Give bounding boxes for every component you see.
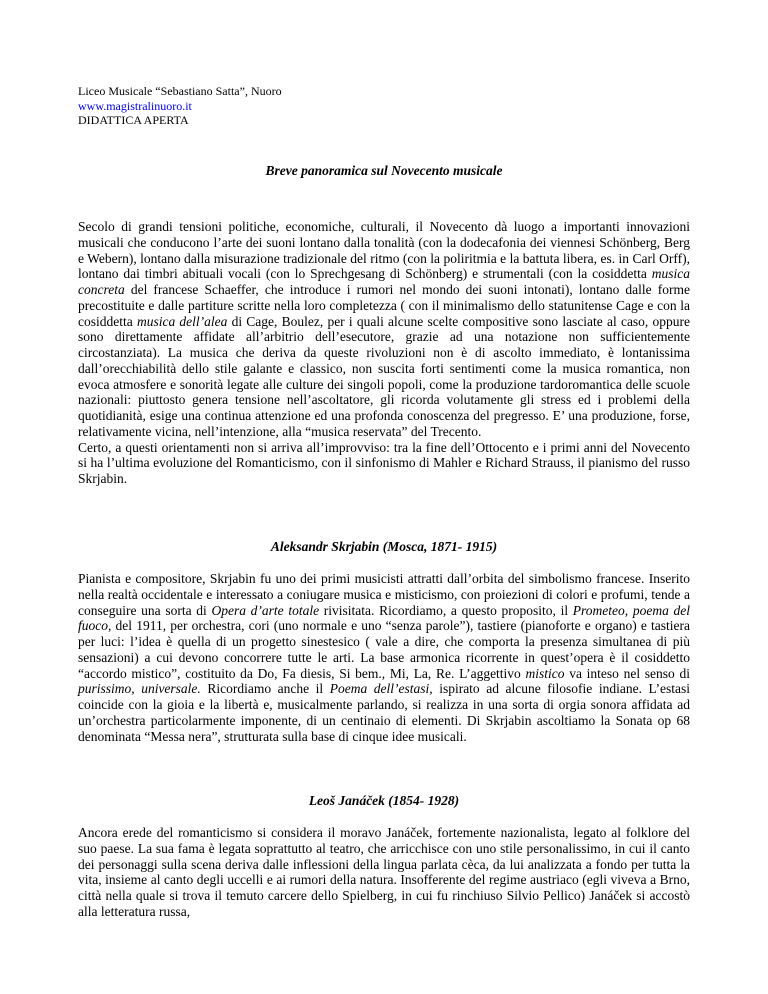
intro-paragraph-2: Certo, a questi orientamenti non si arriva all’improvviso: tra la fine dell’Ottocento e i primi anni del Novecento si ha l’ultima evoluzione del Romanticismo, con il sinfonismo di Mahler e Richard Strauss, il pianismo del russo Skrjabin.	[78, 439, 690, 486]
website-link[interactable]: www.magistralinuoro.it	[78, 98, 192, 113]
school-name: Liceo Musicale “Sebastiano Satta”, Nuoro	[78, 84, 282, 98]
document-header	[78, 84, 282, 128]
document-title: Breve panoramica sul Novecento musicale	[265, 163, 503, 178]
janacek-paragraph: Ancora erede del romanticismo si considera il moravo Janáček, fortemente nazionalista, legato al folklore del suo paese. La sua fama è legata soprattutto al teatro, che arricchisce con uno stile personalissimo, in cui il canto dei personaggi sulla scena deriva dalle inflessioni della lingua parlata cèca, da lui analizzata a fondo per tutta la vita, insieme al canto degli uccelli e ai rumori della natura. Insofferente del regime austriaco (egli viveva a Brno, città nella quale si trova il temuto carcere dello Spielberg, in cui fu rinchiuso Silvio Pellico) Janáček si accostò alla letteratura russa,	[78, 825, 690, 919]
section-heading-skrjabin: Aleksandr Skrjabin (Mosca, 1871- 1915)	[270, 539, 498, 554]
skrjabin-paragraph: Pianista e compositore, Skrjabin fu uno dei primi musicisti attratti dall’orbita del simbolismo francese. Inserito nella realtà occidentale e interessato a coniugare musica e misticismo, con proiezioni di colori e profumi, tende a conseguire una sorta di Opera d’arte totale rivisitata. Ricordiamo, a questo proposito, il Prometeo, poema del fuoco, del 1911, per orchestra, cori (uno normale e uno “senza parole”), tastiere (pianoforte e organo) e tastiera per luci: l’idea è quella di un progetto sinestesico ( vale a dire, che comporta la presenza simultanea di più sensazioni) a cui devono concorrere tutte le arti. La base armonica ricorrente in quest’opera è il cosiddetto “accordo mistico”, costituito da Do, Fa diesis, Si bem., Mi, La, Re. L’aggettivo mistico va inteso nel senso di purissimo, universale. Ricordiamo anche il Poema dell’estasi, ispirato ad alcune filosofie indiane. L’estasi coincide con la gioia e la libertà e, musicalmente parlando, si realizza in una sorta di orgia sonora affidata ad un’orchestra particolarmente imponente, di un centinaio di elementi. Di Skrjabin ascoltiamo la Sonata op 68 denominata “Messa nera”, strutturata sulla base di cinque idee musicali.	[78, 571, 691, 744]
intro-section	[78, 219, 690, 487]
intro-paragraph: Secolo di grandi tensioni politiche, economiche, culturali, il Novecento dà luogo a importanti innovazioni musicali che conducono l’arte dei suoni lontano dalla tonalità (con la dodecafonia dei viennesi Schönberg, Berg e Webern), lontano dalla misurazione tradizionale del ritmo (con la poliritmia e la battuta libera, es. in Carl Orff), lontano dai timbri abituali vocali (con lo Sprechgesang di Schönberg) e strumentali (con la cosiddetta musica concreta del francese Schaeffer, che introduce i rumori nel mondo dei suoni intonati), lontano dalle forme precostituite e dalle partiture scritte nella loro completezza ( con il minimalismo dello statunitense Cage e con la cosiddetta musica dell’alea di Cage, Boulez, per i quali alcune scelte compositive sono lasciate al caso, oppure sono direttamente affidate all’arbitrio dell’esecutore, grazie ad una notazione non sufficientemente circostanziata). La musica che deriva da queste rivoluzioni non è di ascolto immediato, è lontanissima dall’orecchiabilità dello stile galante e classico, non suscita forti sentimenti come la musica romantica, non evoca atmosfere e sonorità legate alle culture dei singoli popoli, come la produzione tardoromantica delle scuole nazionali: piuttosto genera tensione nell’ascoltatore, gli ricorda volutamente gli stress ed i problemi della quotidianità, esige una continua attenzione ed una profonda conoscenza del pregresso. E’ una produzione, forse, relativamente vicina, nell’intenzione, alla “musica reservata” del Trecento.	[78, 219, 691, 439]
section-heading-janacek: Leoš Janáček (1854- 1928)	[308, 793, 460, 808]
section-label: DIDATTICA APERTA	[78, 113, 189, 127]
